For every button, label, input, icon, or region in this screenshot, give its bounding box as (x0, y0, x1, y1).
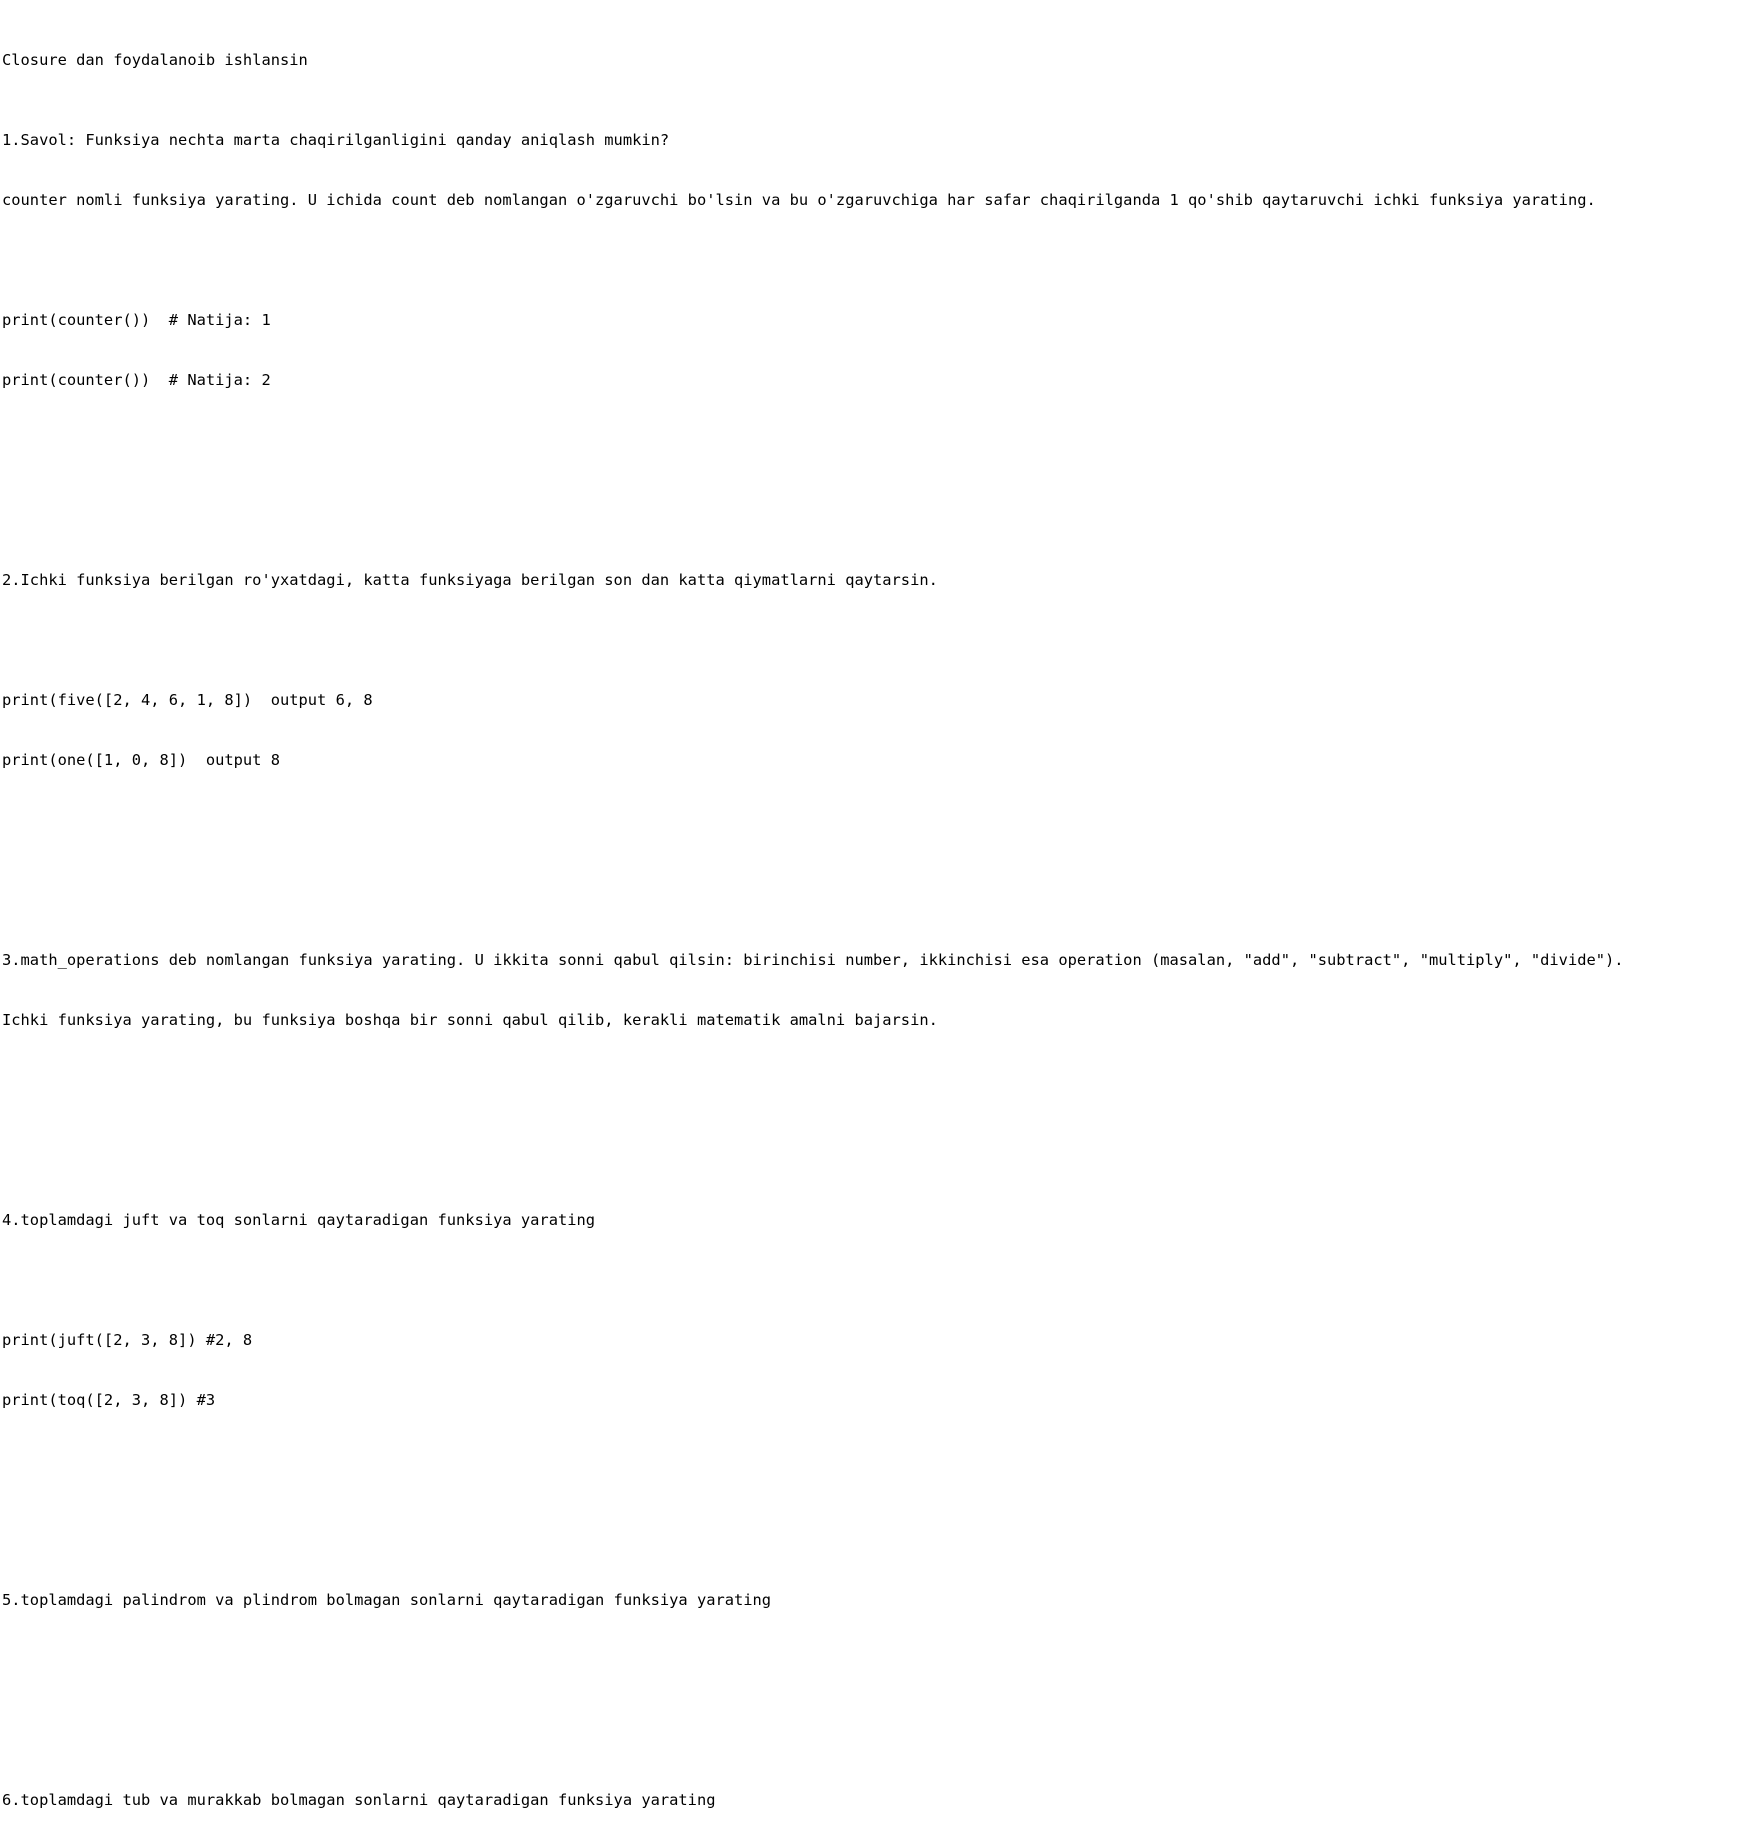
document-title: Closure dan foydalanoib ishlansin (2, 51, 308, 69)
task-6-heading: 6.toplamdagi tub va murakkab bolmagan sonlarni qaytaradigan funksiya yarating (2, 1791, 716, 1809)
spacer (2, 1650, 1732, 1670)
task-3-heading: 3.math_operations deb nomlangan funksiya yarating. U ikkita sonni qabul qilsin: birinchisi number, ikkinchisi esa operation (masalan, "add", "subtract", "multiply", "divide"). (2, 951, 1624, 969)
task-3-text: Ichki funksiya yarating, bu funksiya boshqa bir sonni qabul qilib, kerakli matematik amalni bajarsin. (2, 1011, 938, 1029)
task-2-example-2: print(one([1, 0, 8]) output 8 (2, 751, 280, 769)
task-4-example-1: print(juft([2, 3, 8]) #2, 8 (2, 1331, 253, 1349)
task-2-example-1: print(five([2, 4, 6, 1, 8]) output 6, 8 (2, 691, 373, 709)
task-4-example-2: print(toq([2, 3, 8]) #3 (2, 1391, 216, 1409)
task-5-heading: 5.toplamdagi palindrom va plindrom bolmagan sonlarni qaytaradigan funksiya yarating (2, 1591, 772, 1609)
spacer (2, 1070, 1732, 1090)
spacer (2, 490, 1732, 510)
spacer (2, 1130, 1732, 1150)
document-body (2, 10, 1732, 1830)
task-2-heading: 2.Ichki funksiya berilgan ro'yxatdagi, katta funksiyaga berilgan son dan katta qiymatlarni qaytarsin. (2, 571, 938, 589)
spacer (2, 1710, 1732, 1730)
spacer (2, 250, 1732, 270)
task-1-example-2: print(counter()) # Natija: 2 (2, 371, 271, 389)
spacer (2, 870, 1732, 890)
spacer (2, 1510, 1732, 1530)
spacer (2, 1450, 1732, 1470)
spacer (2, 810, 1732, 830)
spacer (2, 430, 1732, 450)
spacer (2, 630, 1732, 650)
task-1-text: counter nomli funksiya yarating. U ichida count deb nomlangan o'zgaruvchi bo'lsin va bu o'zgaruvchiga har safar chaqirilganda 1 qo'shib qaytaruvchi ichki funksiya yarating. (2, 191, 1596, 209)
task-4-heading: 4.toplamdagi juft va toq sonlarni qaytaradigan funksiya yarating (2, 1211, 596, 1229)
task-1-heading: 1.Savol: Funksiya nechta marta chaqirilganligini qanday aniqlash mumkin? (2, 131, 670, 149)
spacer (2, 1270, 1732, 1290)
task-1-example-1: print(counter()) # Natija: 1 (2, 311, 271, 329)
